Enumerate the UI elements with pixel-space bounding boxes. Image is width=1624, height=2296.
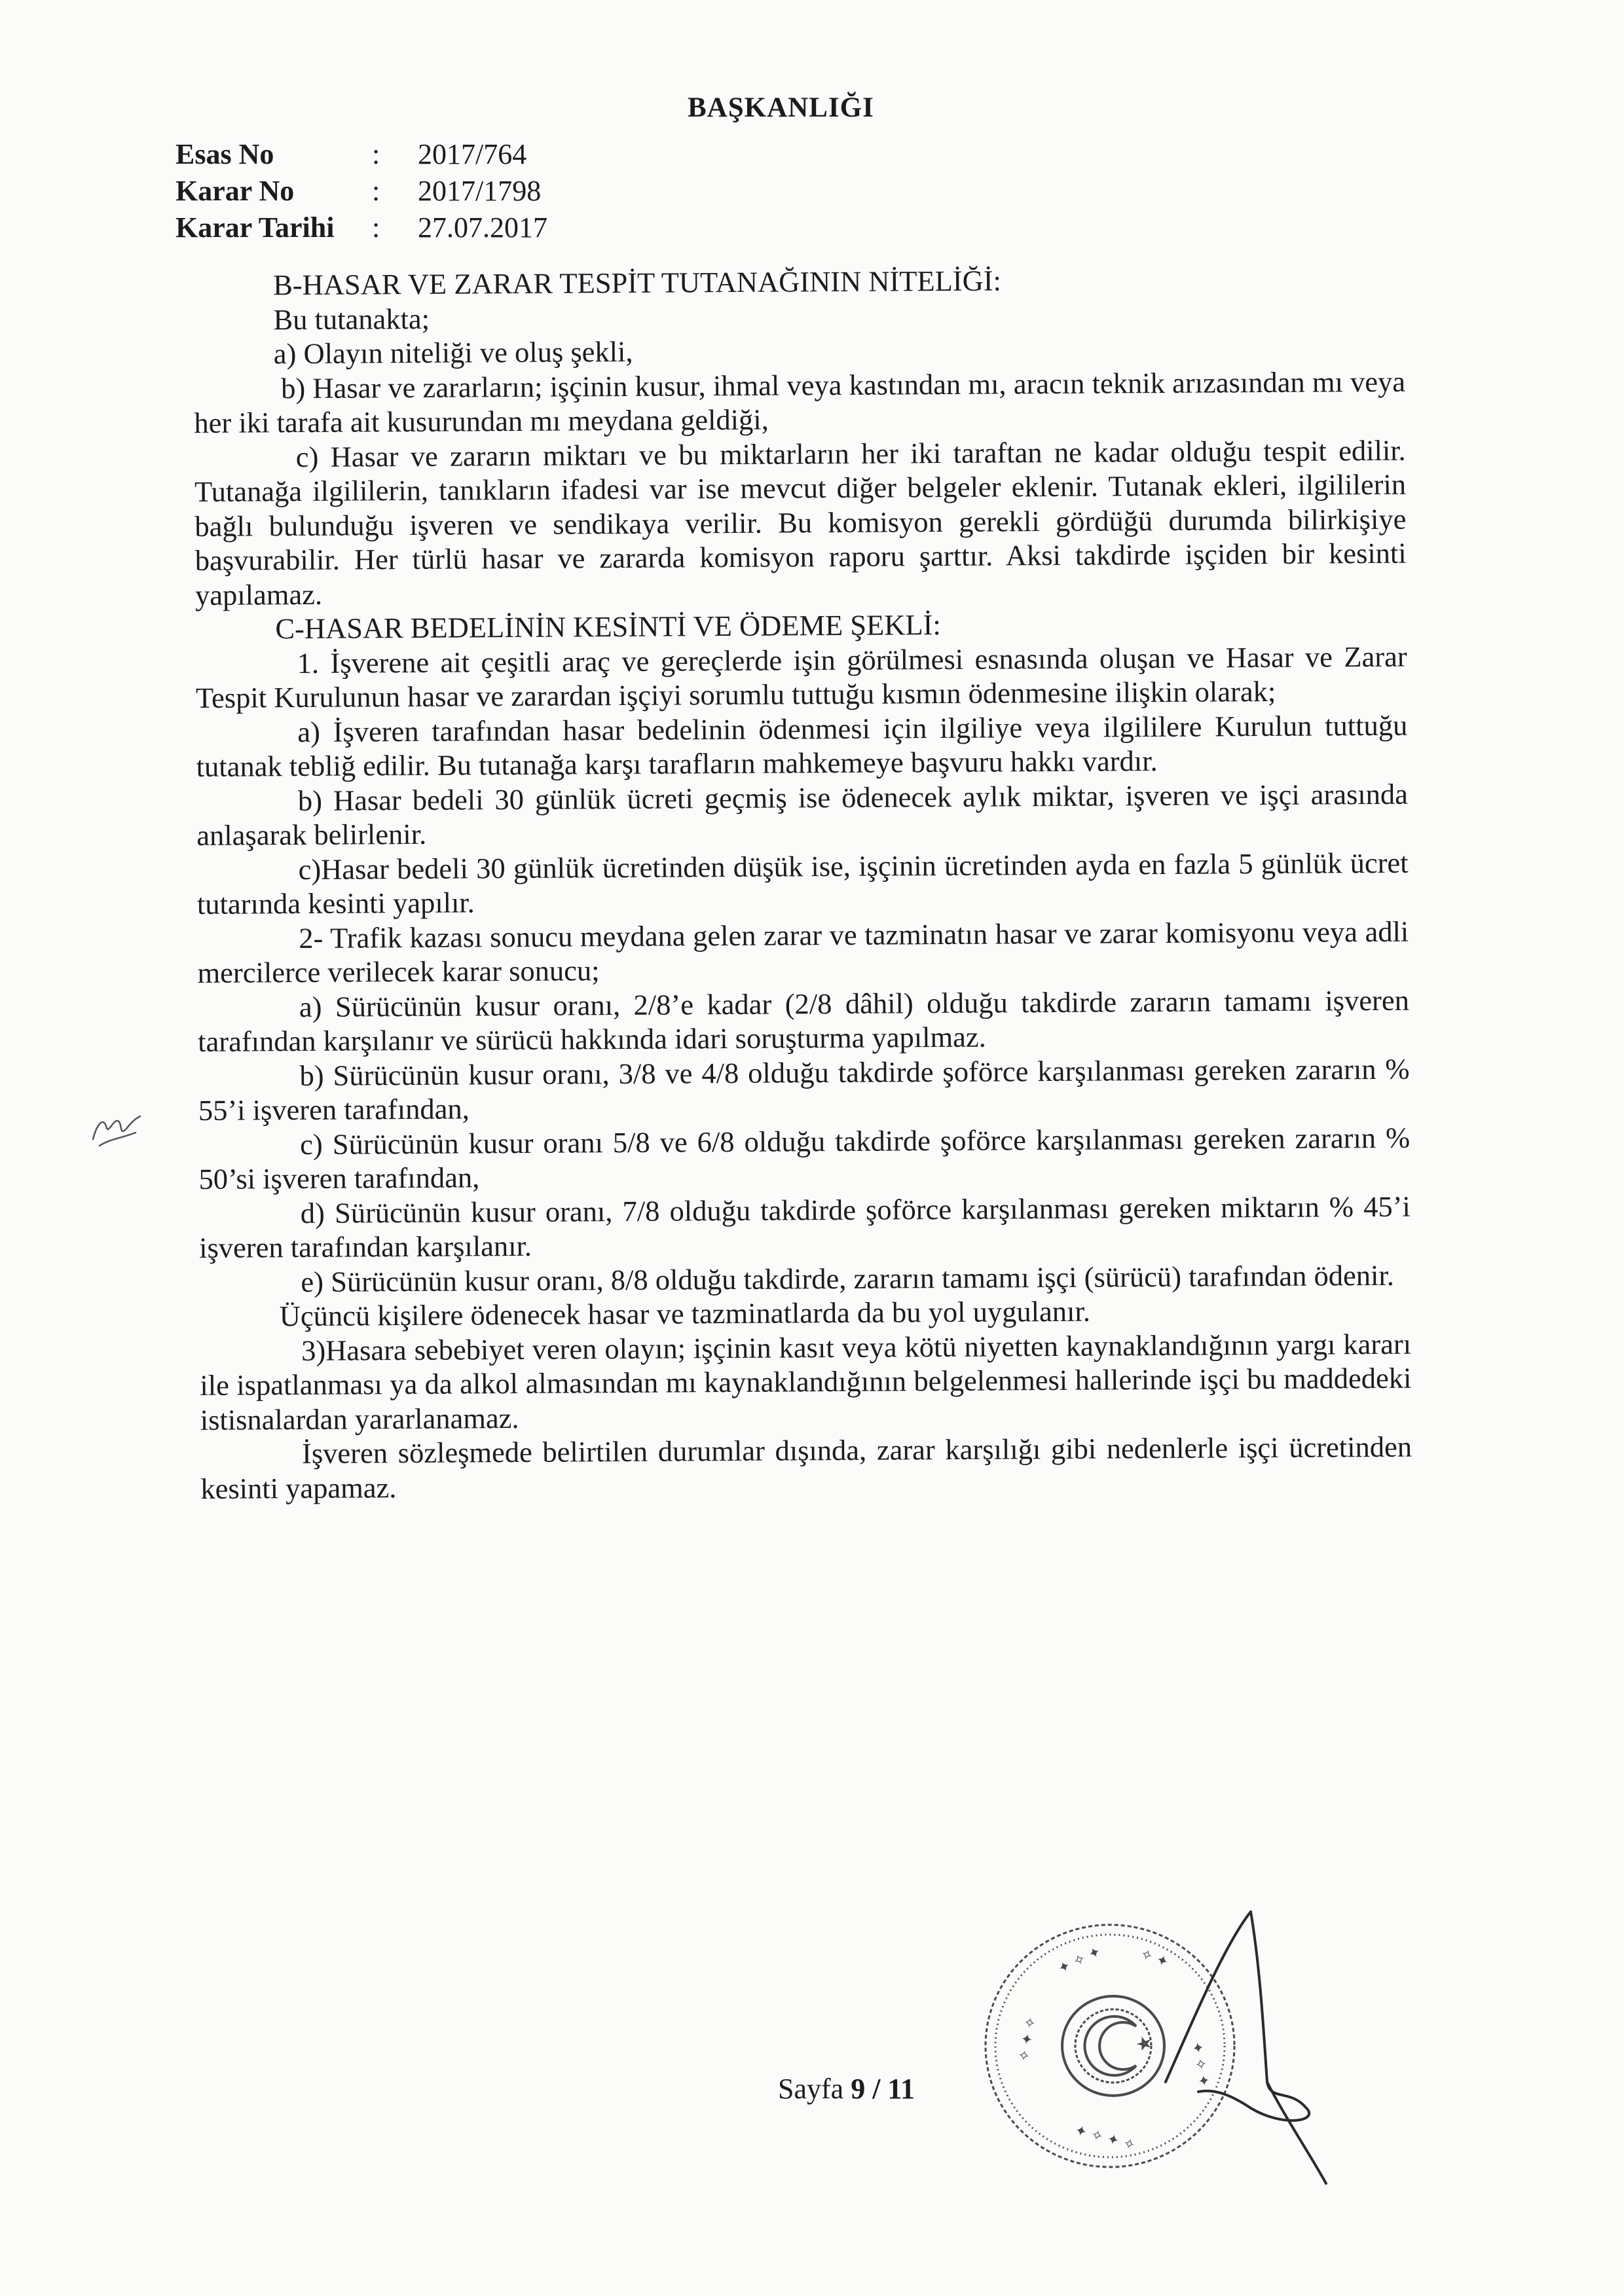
paragraph: b) Hasar ve zararların; işçinin kusur, ihmal veya kastından mı, aracın teknik arızasından mı veya her iki tarafa ait kusurundan mı meydana geldiği,	[194, 365, 1406, 439]
case-info-row-esas	[175, 136, 547, 173]
paragraph: b) Hasar bedeli 30 günlük ücreti geçmiş ise ödenecek aylık miktar, işveren ve işçi arasında anlaşarak belirlenir.	[196, 777, 1409, 852]
case-info-label: Esas No	[175, 138, 274, 170]
paragraph: c) Hasar ve zararın miktarı ve bu miktarların her iki taraftan ne kadar olduğu tespit edilir. Tutanağa ilgililerin, tanıkların ifadesi var ise mevcut diğer belgeler eklenir. Tutanak ekleri, ilgililerin bağlı bulunduğu işveren ve sendikaya verilir. Bu komisyon gerekli gördüğü durumda bilirkişiye başvurabilir. Her türlü hasar ve zararda komisyon raporu şarttır. Aksi takdirde işçiden bir kesinti yapılamaz.	[194, 433, 1407, 611]
paragraph: a) İşveren tarafından hasar bedelinin ödenmesi için ilgiliye veya ilgililere Kurulun tuttuğu tutanak tebliğ edilir. Bu tutanağa karşı tarafların mahkemeye başvuru hakkı vardır.	[196, 708, 1408, 783]
svg-text:✧ ✦ ✧: ✧ ✦ ✧	[1016, 2015, 1040, 2064]
paragraph: Üçüncü kişilere ödenecek hasar ve tazminatlarda da bu yol uygulanır.	[279, 1294, 1091, 1333]
paragraph: İşveren sözleşmede belirtilen durumlar dışında, zarar karşılığı gibi nedenlerle işçi ücretinden kesinti yapamaz.	[200, 1430, 1412, 1505]
paragraph: a) Olayın niteliği ve oluş şekli,	[273, 335, 633, 371]
margin-initials-icon	[86, 1100, 145, 1152]
document-body	[193, 261, 1412, 1506]
paragraph: 1. İşverene ait çeşitli araç ve gereçlerde işin görülmesi esnasında oluşan ve Hasar ve Zarar Tespit Kurulunun hasar ve zarardan işçiyi sorumlu tuttuğu kısmın ödenmesine ilişkin olarak;	[195, 640, 1407, 714]
svg-text:✦ ✧ ✦: ✦ ✧ ✦	[1188, 2040, 1212, 2088]
paragraph: b) Sürücünün kusur oranı, 3/8 ve 4/8 olduğu takdirde şoförce karşılanması gereken zararın % 55’i işveren tarafından,	[198, 1052, 1410, 1127]
case-info-row-karar	[175, 173, 547, 210]
case-info-separator: :	[372, 175, 380, 207]
section-heading-b: B-HASAR VE ZARAR TESPİT TUTANAĞININ NİTELİĞİ:	[273, 264, 1002, 302]
case-info-label: Karar Tarihi	[175, 211, 335, 244]
page-header-title: BAŞKANLIĞI	[688, 92, 874, 123]
page-number-total: 11	[887, 2073, 915, 2105]
paragraph: e) Sürücünün kusur oranı, 8/8 olduğu takdirde, zararın tamamı işçi (sürücü) tarafından ödenir.	[301, 1258, 1395, 1298]
paragraph: c) Sürücünün kusur oranı 5/8 ve 6/8 olduğu takdirde şoförce karşılanması gereken zararın % 50’si işveren tarafından,	[198, 1121, 1411, 1195]
paragraph: Bu tutanakta;	[273, 302, 430, 336]
case-info-row-tarih	[175, 210, 547, 246]
svg-text:✧ ✦: ✧ ✦	[1137, 1946, 1171, 1971]
case-info-block	[175, 136, 547, 246]
page-number-separator: /	[872, 2073, 881, 2105]
page-number-current: 9	[851, 2073, 866, 2105]
case-info-separator: :	[372, 211, 380, 244]
case-info-value: 2017/1798	[418, 175, 542, 207]
paragraph: a) Sürücünün kusur oranı, 2/8’e kadar (2/8 dâhil) olduğu takdirde zararın tamamı işveren tarafından karşılanır ve sürücü hakkında idari soruşturma yapılmaz.	[198, 983, 1410, 1058]
paragraph: 2- Trafik kazası sonucu meydana gelen zarar ve tazminatın hasar ve zarar komisyonu veya adli mercilerce verilecek karar sonucu;	[197, 915, 1409, 989]
case-info-label: Karar No	[175, 175, 295, 207]
paragraph: 3)Hasara sebebiyet veren olayın; işçinin kasıt veya kötü niyetten kaynaklandığının yargı kararı ile ispatlanması ya da alkol almasından mı kaynaklandığının belgelenmesi hallerinde işçi bu maddedeki istisnalardan yararlanamaz.	[200, 1327, 1412, 1436]
page-number	[778, 2072, 915, 2105]
signature-icon	[1153, 1892, 1369, 2193]
case-info-separator: :	[372, 138, 380, 170]
svg-text:✦ ✧ ✦: ✦ ✧ ✦	[1055, 1943, 1104, 1978]
section-heading-c: C-HASAR BEDELİNİN KESİNTİ VE ÖDEME ŞEKLİ:	[275, 608, 941, 646]
case-info-value: 27.07.2017	[418, 211, 547, 244]
page-number-label: Sayfa	[778, 2073, 844, 2105]
paragraph: d) Sürücünün kusur oranı, 7/8 olduğu takdirde şoförce karşılanması gereken miktarın % 45’i işveren tarafından karşılanır.	[198, 1190, 1411, 1264]
svg-text:✦ ✧ ✦ ✧: ✦ ✧ ✦ ✧	[1073, 2122, 1137, 2155]
case-info-value: 2017/764	[418, 138, 527, 170]
paragraph: c)Hasar bedeli 30 günlük ücretinden düşük ise, işçinin ücretinden ayda en fazla 5 günlük ücret tutarında kesinti yapılır.	[196, 846, 1409, 920]
